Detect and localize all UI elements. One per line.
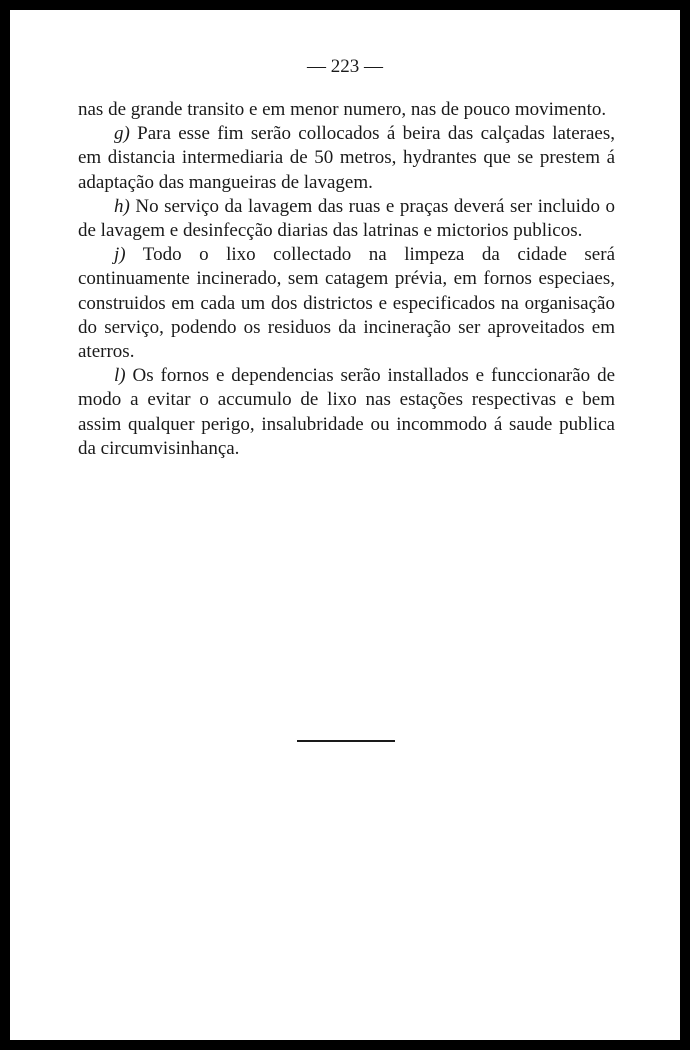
document-page bbox=[10, 10, 680, 1040]
paragraph-j bbox=[78, 243, 615, 364]
closing-rule bbox=[297, 740, 395, 742]
page-number: — 223 — bbox=[307, 56, 383, 77]
paragraph-g bbox=[78, 122, 615, 195]
paragraph-continuation bbox=[78, 98, 615, 122]
paragraph-label: g) bbox=[114, 123, 130, 145]
paragraph-label: l) bbox=[114, 365, 126, 387]
paragraph-text: No serviço da lavagem das ruas e praças deverá ser incluido o de lavagem e desinfecção diarias das latrinas e mictorios publicos. bbox=[78, 195, 615, 242]
paragraph-l bbox=[78, 364, 615, 461]
paragraph-h bbox=[78, 195, 615, 243]
paragraph-label: j) bbox=[114, 244, 126, 266]
paragraph-text: nas de grande transito e em menor numero, nas de pouco movimento. bbox=[78, 99, 607, 120]
paragraph-label: h) bbox=[114, 195, 130, 217]
paragraph-text: Os fornos e dependencias serão installados e funccionarão de modo a evitar o accumulo de lixo nas estações respectivas e bem assim qualquer perigo, insalubridade ou incommodo á saude publica da circumvisinhança. bbox=[78, 365, 615, 459]
body-text bbox=[78, 98, 615, 461]
paragraph-text: Para esse fim serão collocados á beira das calçadas lateraes, em distancia intermediaria de 50 metros, hydrantes que se prestem á adaptação das mangueiras de lavagem. bbox=[78, 123, 615, 193]
paragraph-text: Todo o lixo collectado na limpeza da cidade será continuamente incinerado, sem catagem prévia, em fornos especiaes, construidos em cada um dos districtos e especificados na organisação do serviço, podendo os residuos da incineração ser aproveitados em aterros. bbox=[78, 244, 615, 363]
